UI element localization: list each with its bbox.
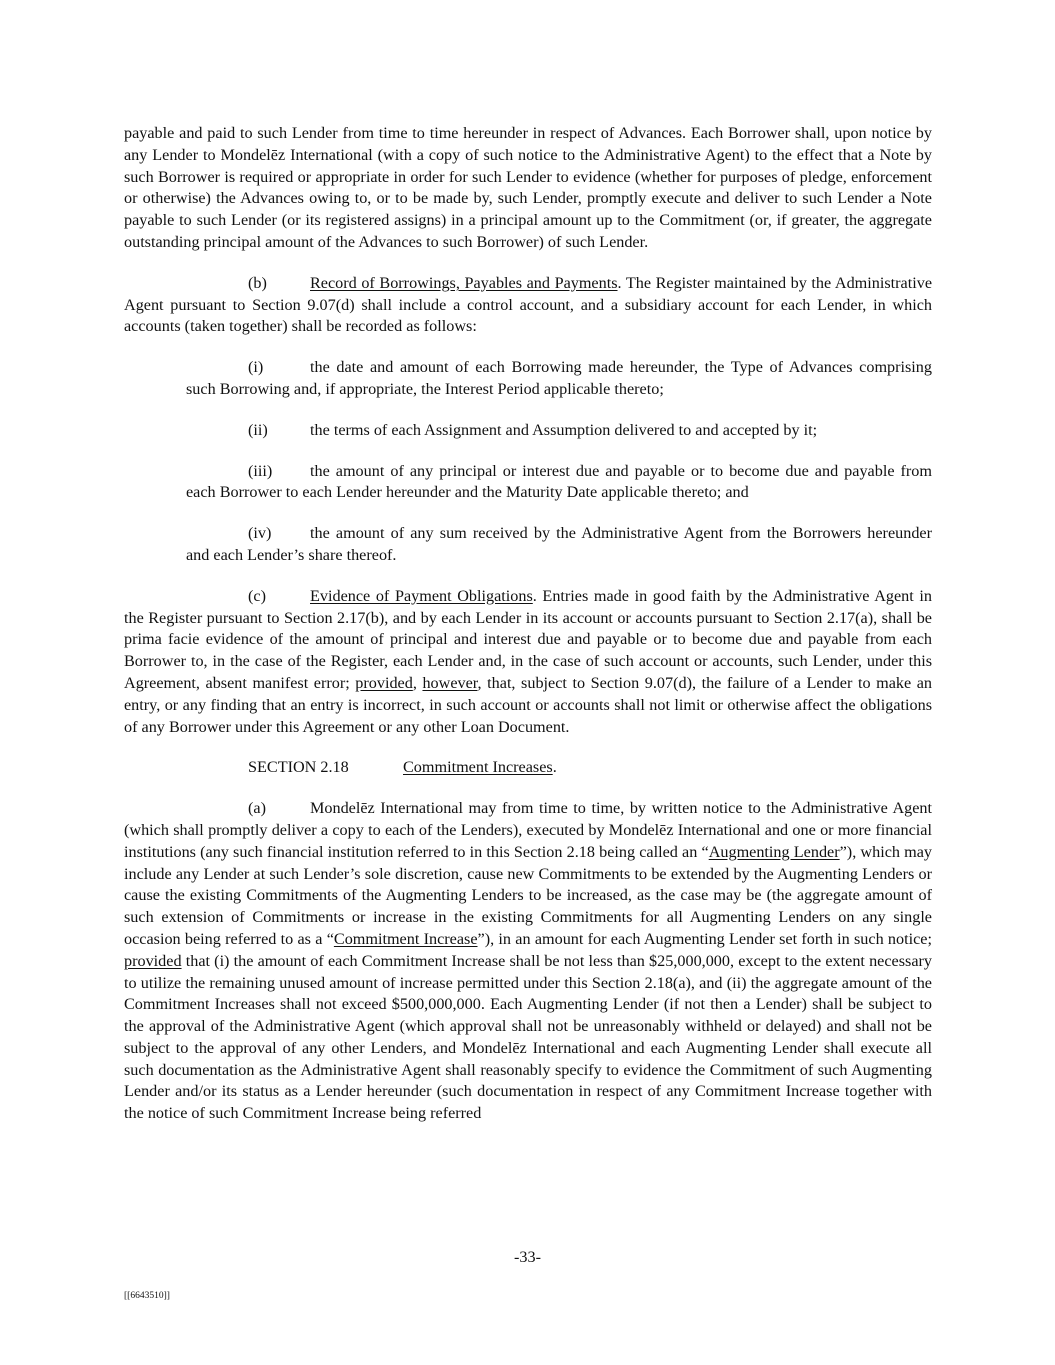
paragraph-c-number: (c) xyxy=(248,586,266,605)
paragraph-2-18-a-text-3: ”), in an amount for each Augmenting Lender set forth in such notice; xyxy=(477,929,932,948)
paragraph-2-18-a-number: (a) xyxy=(248,799,266,818)
list-item-number: (iii) xyxy=(248,461,273,480)
list-item-text: the amount of any sum received by the Administrative Agent from the Borrowers hereunder and each Lender’s share thereof. xyxy=(186,524,932,564)
section-heading xyxy=(124,757,932,779)
paragraph-c-heading: Evidence of Payment Obligations xyxy=(310,586,533,605)
list-item xyxy=(124,461,932,505)
list-item-text: the amount of any principal or interest due and payable or to become due and payable from each Borrower to each Lender hereunder and the Maturity Date applicable thereto; and xyxy=(186,461,932,502)
list-item-number: (i) xyxy=(248,358,264,377)
paragraph-2-18-a-text-2: ”), which may include any Lender at such Lender’s sole discretion, cause new Commitments to be extended by the Augmenting Lenders or cause the existing Commitments of the Augmenting Lenders to be increased, as the case may be (the aggregate amount of such extension of Commitments or increase in the existing Commitments for all Augmenting Lenders on any single occasion being referred to as a “ xyxy=(124,842,933,948)
list-item xyxy=(124,523,932,567)
list-item xyxy=(124,357,932,401)
section-title: Commitment Increases xyxy=(403,758,553,777)
however-term: however xyxy=(422,673,478,692)
section-number: SECTION 2.18 xyxy=(248,758,349,777)
paragraph-b-text: The Register maintained by the Administrative Agent pursuant to Section 9.07(d) shall include a control account, and a subsidiary account for each Lender, in which accounts (taken together) shall be recorded as follows: xyxy=(124,273,932,336)
augmenting-lender-term: Augmenting Lender xyxy=(708,842,840,861)
paragraph-b-number: (b) xyxy=(248,273,267,292)
list-item-text: the date and amount of each Borrowing made hereunder, the Type of Advances comprising such Borrowing and, if appropriate, the Interest Period applicable thereto; xyxy=(186,358,932,398)
paragraph-2-18-a-text-1: Mondelēz International may from time to time, by written notice to the Administrative Agent (which shall promptly deliver a copy to each of the Lenders), executed by Mondelēz International and one or more financial institutions (any such financial institution referred to in this Section 2.18 being called an “ xyxy=(124,799,932,861)
paragraph-b-heading: Record of Borrowings, Payables and Payments xyxy=(310,273,618,292)
paragraph-c-text-1: Entries made in good faith by the Administrative Agent in the Register pursuant to Section 2.17(b), and by each Lender in its account or accounts pursuant to Section 2.17(a), shall be prima facie evidence of the amount of principal and interest due and payable or to become due and payable from each Borrower to, in the case of the Register, each Lender and, in the case of such account or accounts, such Lender, under this Agreement, absent manifest error; xyxy=(124,586,932,692)
paragraph-2-18-a-text-4: that (i) the amount of each Commitment Increase shall be not less than $25,000,000, except to the extent necessary to utilize the remaining unused amount of increase permitted under this Section 2.18(a), and (ii) the aggregate amount of the Commitment Increases shall not exceed $500,000,000. Each Augmenting Lender (if not then a Lender) shall be subject to the approval of the Administrative Agent (which approval shall not be unreasonably withheld or delayed) and shall not be subject to the approval of any other Lenders, and Mondelēz International and each Augmenting Lender shall execute all such documentation as the Administrative Agent shall reasonably specify to evidence the Commitment of such Augmenting Lender and/or its status as a Lender hereunder (such documentation in respect of any Commitment Increase together with the notice of such Commitment Increase being referred xyxy=(124,951,932,1123)
paragraph-c-text-2: , that, subject to Section 9.07(d), the failure of a Lender to make an entry, or any finding that an entry is incorrect, in such account or accounts shall not limit or otherwise affect the obligations of any Borrower under this Agreement or any other Loan Document. xyxy=(124,673,933,736)
paragraph-b xyxy=(124,273,932,338)
paragraph-c-comma: , xyxy=(412,673,423,692)
provided-term: provided xyxy=(124,951,182,970)
body-text xyxy=(124,123,932,1125)
list-item-number: (iv) xyxy=(248,524,272,543)
list-item xyxy=(124,420,932,442)
commitment-increase-term: Commitment Increase xyxy=(333,929,478,948)
provided-term: provided xyxy=(355,673,413,692)
paragraph-c xyxy=(124,586,932,739)
section-title-end: . xyxy=(552,758,557,777)
paragraph-2-18-a xyxy=(124,798,932,1125)
page-number: -33- xyxy=(514,1248,541,1266)
paragraph-a-continuation: payable and paid to such Lender from time to time hereunder in respect of Advances. Each Borrower shall, upon notice by any Lender to Mondelēz International (with a copy of such notice to the Administrative Agent) to the effect that a Note by such Borrower is required or appropriate in order for such Lender to evidence (whether for purposes of pledge, enforcement or otherwise) the Advances owing to, or to be made by, such Lender, promptly execute and deliver to such Lender a Note payable to such Lender (or its registered assigns) in a principal amount up to the Commitment (or, if greater, the aggregate outstanding principal amount of the Advances to such Borrower) of such Lender. xyxy=(124,124,932,251)
list-item-number: (ii) xyxy=(248,420,268,439)
paragraph-c-heading-end: . xyxy=(532,586,537,605)
list-item-text: the terms of each Assignment and Assumption delivered to and accepted by it; xyxy=(310,420,818,439)
paragraph-b-heading-end: . xyxy=(617,273,622,292)
document-id: [[6643510]] xyxy=(124,1291,170,1301)
